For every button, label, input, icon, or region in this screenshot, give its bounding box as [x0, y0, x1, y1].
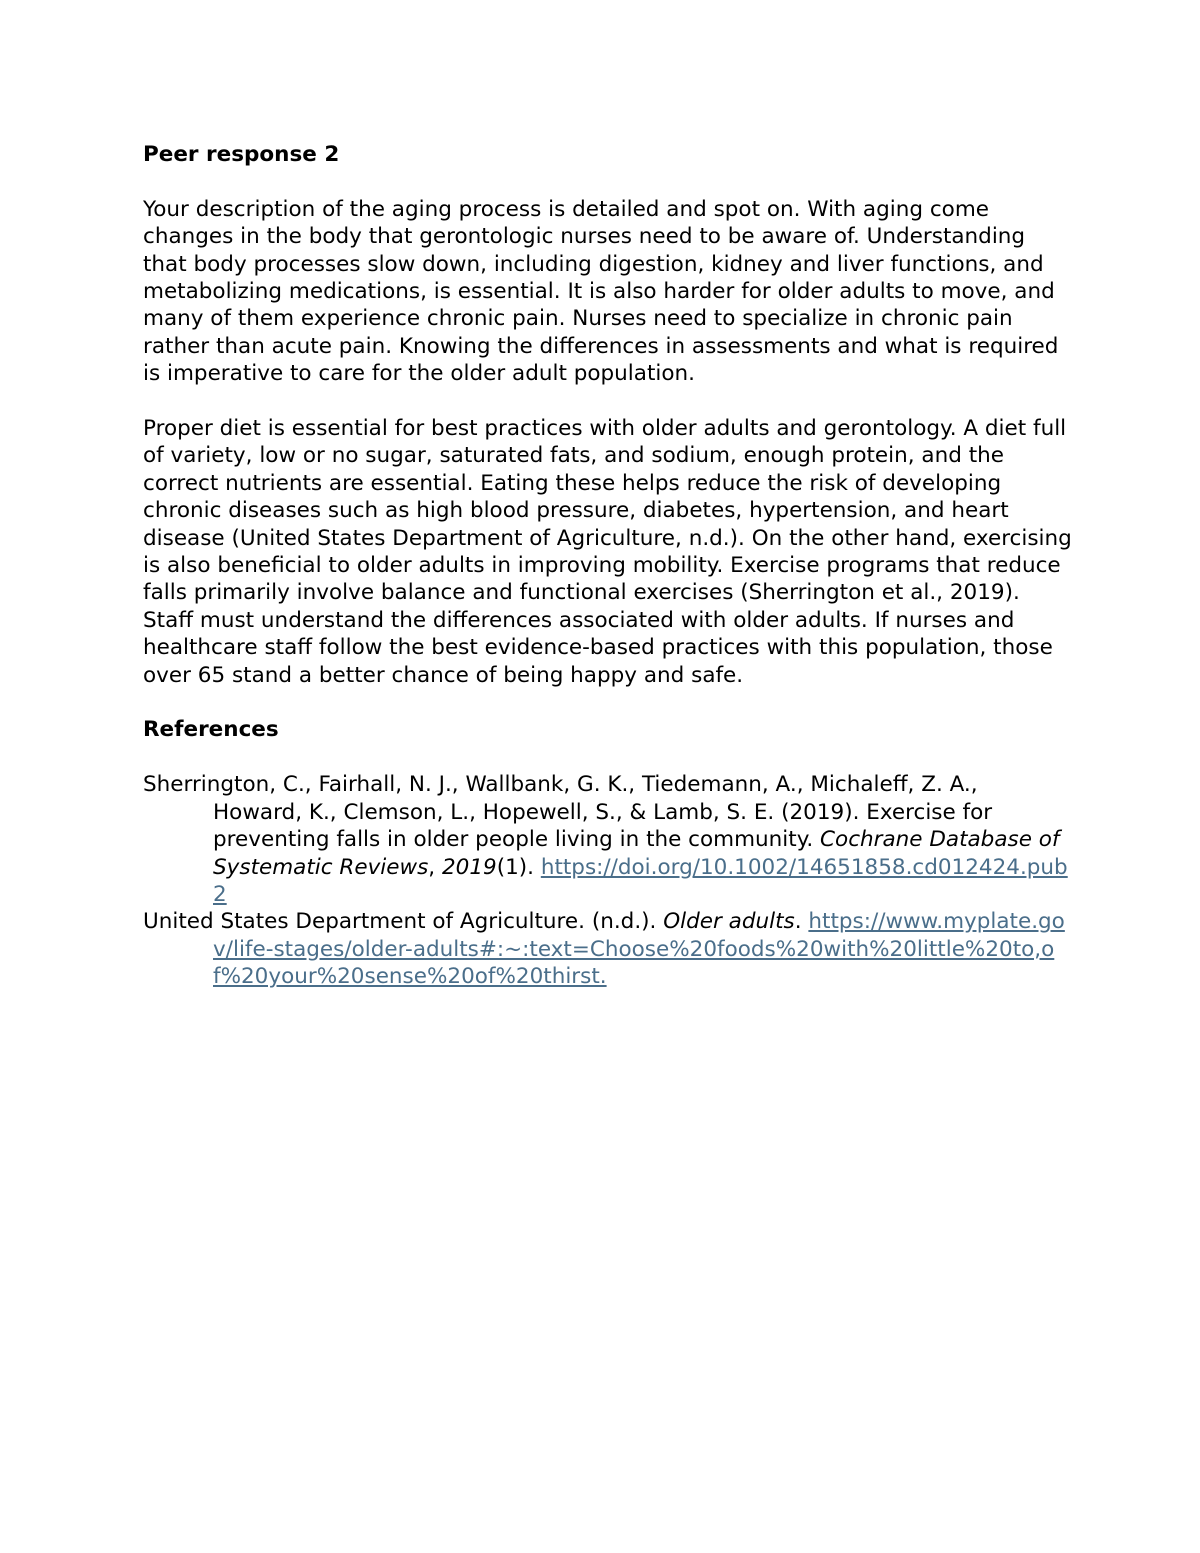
document-title: Peer response 2 — [143, 142, 340, 167]
reference-doi-link[interactable]: https://doi.org/10.1002/14651858.cd012424.pub2 — [213, 854, 1068, 907]
references-heading: References — [143, 717, 279, 743]
body-paragraph-1: Your description of the aging process is detailed and spot on. With aging come changes in the body that gerontologic nurses need to be aware of. Understanding that body processes slow down, including digestion, kidney and liver functions, and metabolizing medications, is essential. It is also harder for older adults to move, and many of them experience chronic pain. Nurses need to specialize in chronic pain rather than acute pain. Knowing the differences in assessments and what is required is imperative to care for the older adult population. — [143, 196, 1059, 387]
body-paragraph-2: Proper diet is essential for best practices with older adults and gerontology. A diet full of variety, low or no sugar, saturated fats, and sodium, enough protein, and the correct nutrients are essential. Eating these helps reduce the risk of developing chronic diseases such as high blood pressure, diabetes, hypertension, and heart disease (United States Department of Agriculture, n.d.). On the other hand, exercising is also beneficial to older adults in improving mobility. Exercise programs that reduce falls primarily involve balance and functional exercises (Sherrington et al., 2019). Staff must understand the differences associated with older adults. If nurses and healthcare staff follow the best evidence-based practices with this population, those over 65 stand a better chance of being happy and safe. — [143, 416, 1072, 688]
reference-journal: Cochrane Database of Systematic Reviews — [213, 827, 1060, 880]
reference-title-end: . — [794, 909, 809, 935]
reference-entry-sherrington — [143, 771, 1073, 908]
reference-title: Older adults — [663, 909, 795, 935]
reference-url-link[interactable]: https://www.myplate.gov/life-stages/older-adults#:~:text=Choose%20foods%20with%20little%20to,of%20your%20sense%20of%20thirst. — [213, 909, 1065, 990]
reference-text: United States Department of Agriculture. (n.d.). — [143, 909, 664, 935]
reference-journal-separator: , — [428, 854, 442, 880]
reference-volume: 2019 — [441, 854, 497, 880]
reference-text: Sherrington, C., Fairhall, N. J., Wallbank, G. K., Tiedemann, A., Michaleff, Z. A., Howard, K., Clemson, L., Hopewell, S., & Lamb, S. E. (2019). Exercise for preventing falls in older people living in the community. — [143, 772, 993, 853]
reference-issue: (1). — [496, 854, 541, 880]
document-body — [143, 141, 1073, 991]
reference-entry-usda — [143, 908, 1073, 990]
